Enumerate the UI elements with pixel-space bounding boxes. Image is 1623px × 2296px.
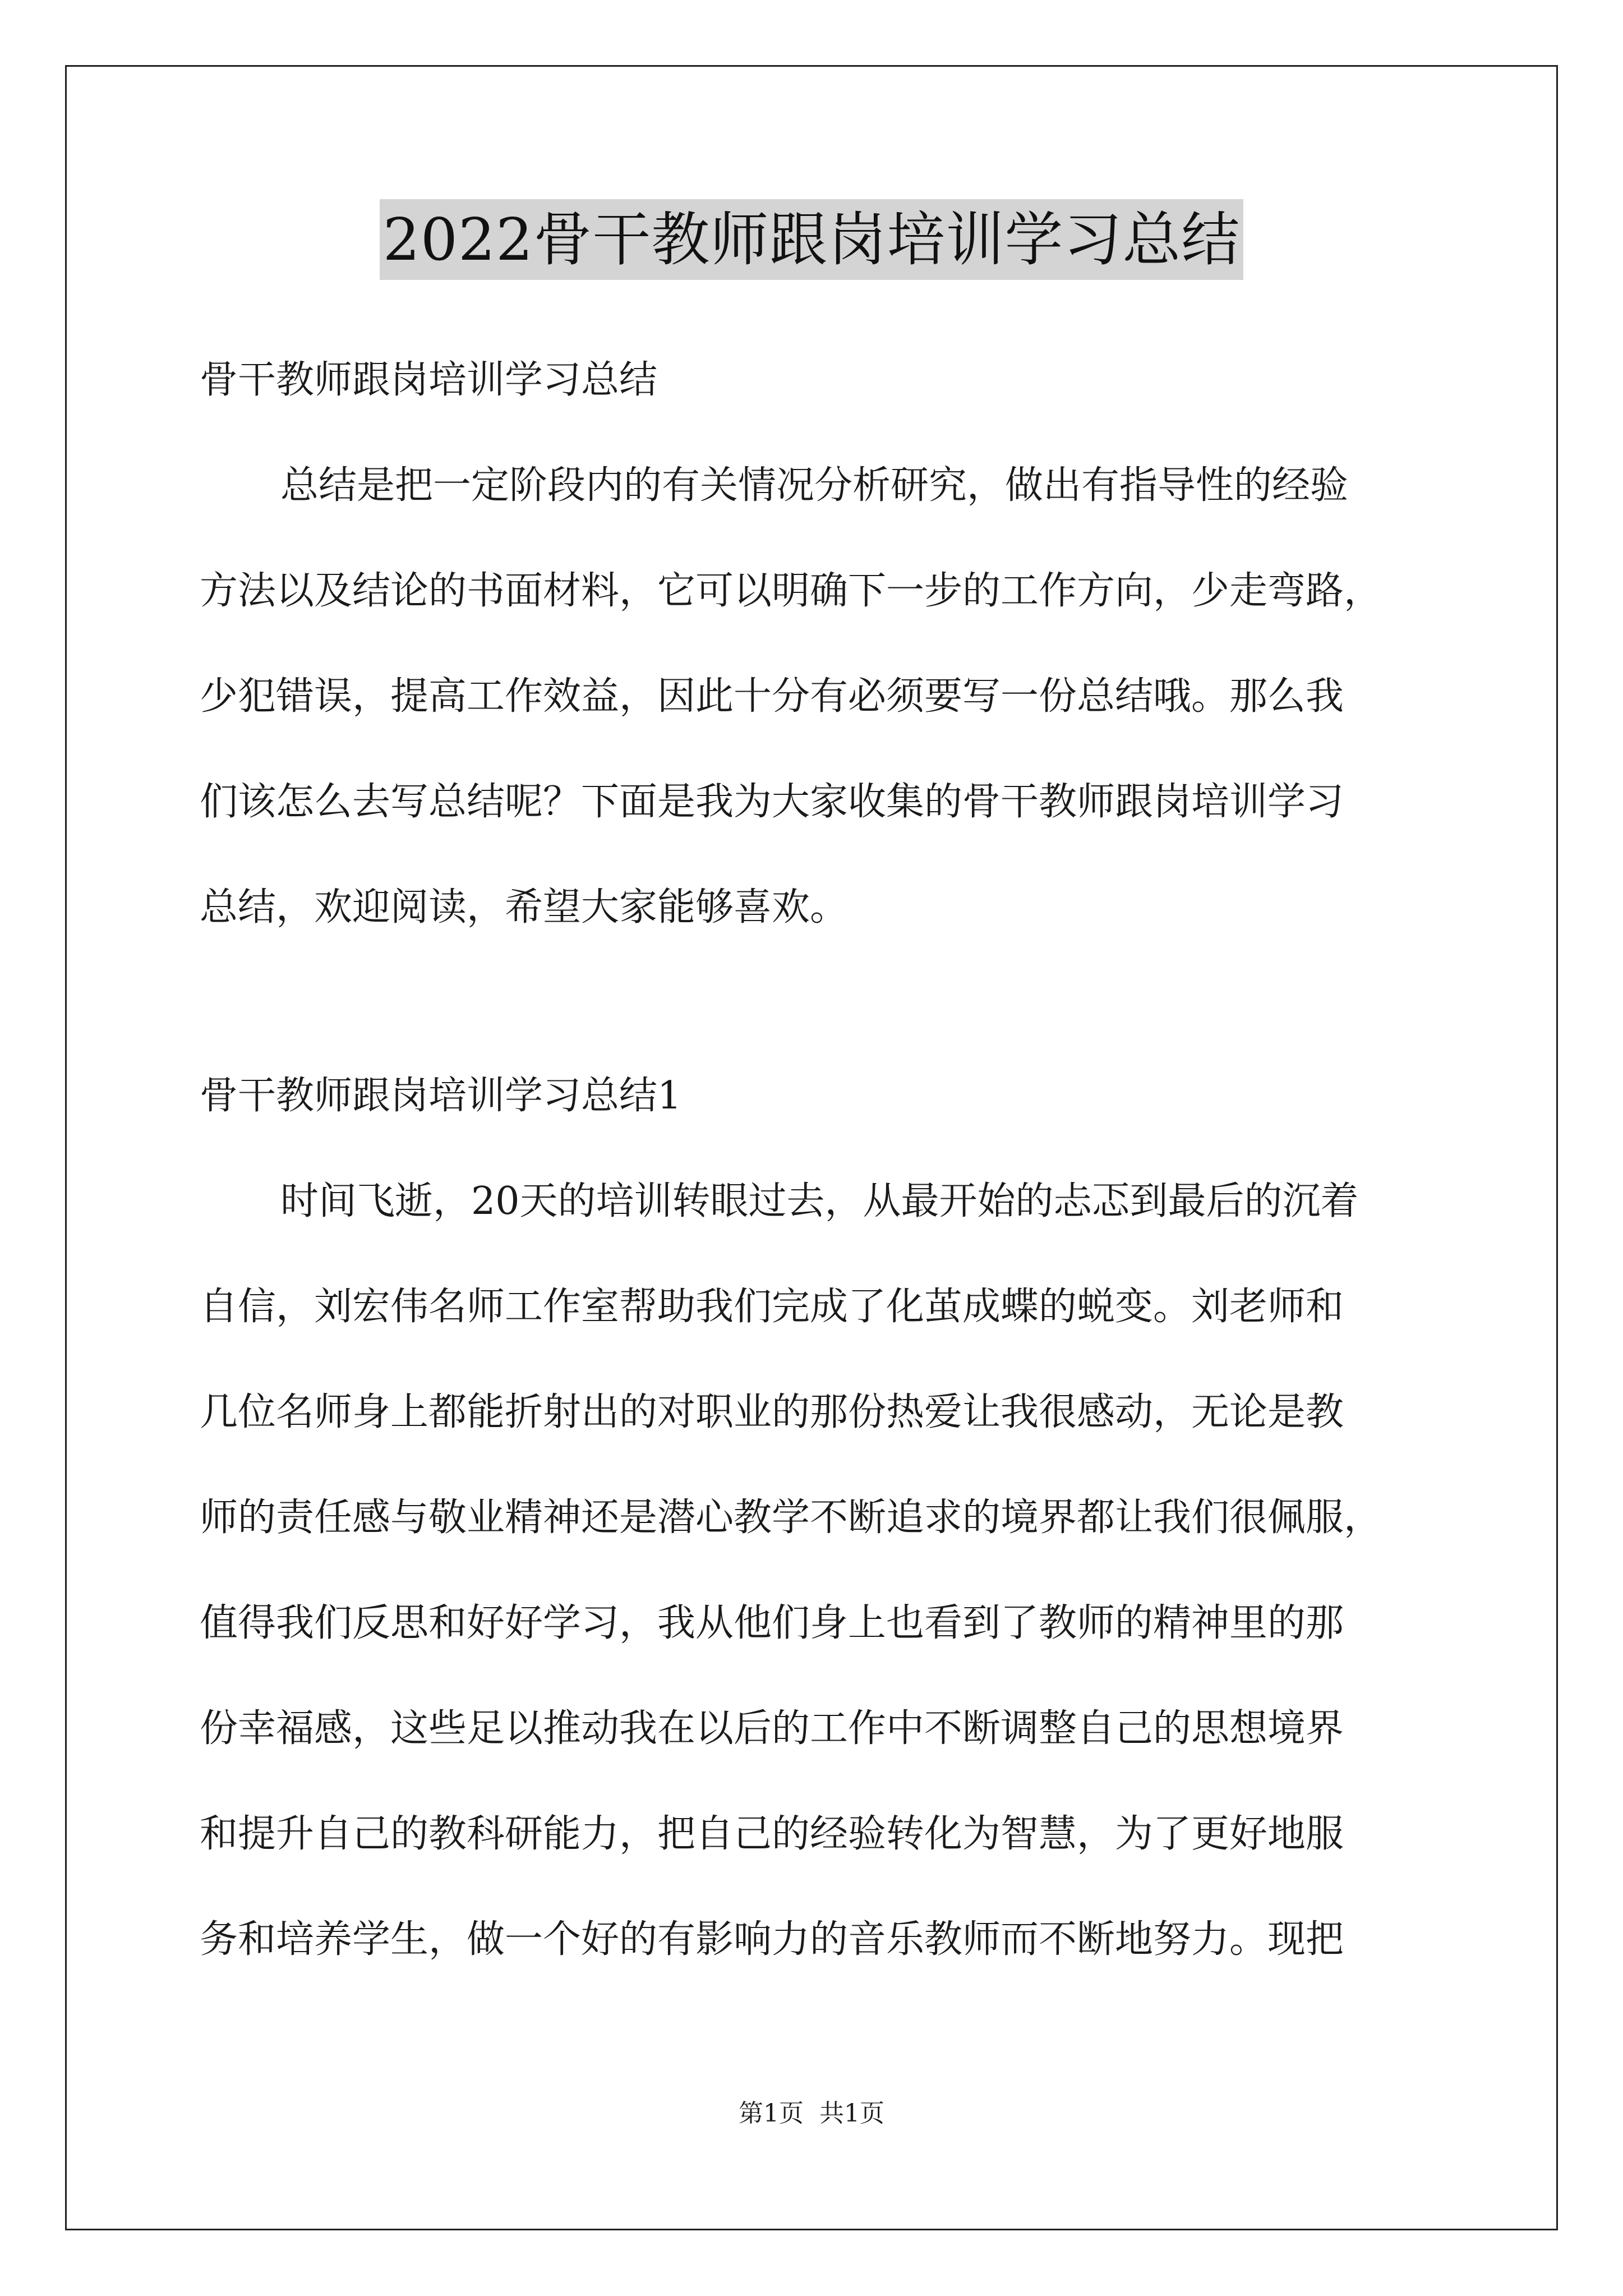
document-title: 2022骨干教师跟岗培训学习总结 [380, 199, 1244, 280]
paragraph-line: 方法以及结论的书面材料，它可以明确下一步的工作方向，少走弯路， [200, 569, 1382, 613]
paragraph-line: 时间飞逝，20天的培训转眼过去，从最开始的忐忑到最后的沉着 [280, 1179, 1359, 1223]
paragraph-line: 少犯错误，提高工作效益，因此十分有必须要写一份总结哦。那么我 [200, 674, 1344, 719]
paragraph-line: 值得我们反思和好好学习，我从他们身上也看到了教师的精神里的那 [200, 1601, 1344, 1645]
paragraph-line: 们该怎么去写总结呢？下面是我为大家收集的骨干教师跟岗培训学习 [200, 780, 1344, 824]
paragraph-line: 总结是把一定阶段内的有关情况分析研究，做出有指导性的经验 [280, 463, 1349, 508]
paragraph-line: 几位名师身上都能折射出的对职业的那份热爱让我很感动，无论是教 [200, 1390, 1344, 1434]
paragraph-line: 和提升自己的教科研能力，把自己的经验转化为智慧，为了更好地服 [200, 1812, 1344, 1856]
page-footer [0, 2097, 1623, 2131]
section-heading-intro: 骨干教师跟岗培训学习总结 [200, 358, 658, 402]
paragraph-line: 自信，刘宏伟名师工作室帮助我们完成了化茧成蝶的蜕变。刘老师和 [200, 1285, 1344, 1329]
page-number-current: 第1页 [739, 2099, 804, 2128]
paragraph-line: 师的责任感与敬业精神还是潜心教学不断追求的境界都让我们很佩服， [200, 1496, 1382, 1540]
title-container [0, 199, 1623, 280]
section-heading-1: 骨干教师跟岗培训学习总结1 [200, 1074, 682, 1118]
paragraph-line: 总结，欢迎阅读，希望大家能够喜欢。 [200, 885, 849, 930]
paragraph-line: 份幸福感，这些足以推动我在以后的工作中不断调整自己的思想境界 [200, 1706, 1344, 1751]
page-number-total: 共1页 [819, 2099, 884, 2128]
paragraph-line: 务和培养学生，做一个好的有影响力的音乐教师而不断地努力。现把 [200, 1917, 1344, 1962]
